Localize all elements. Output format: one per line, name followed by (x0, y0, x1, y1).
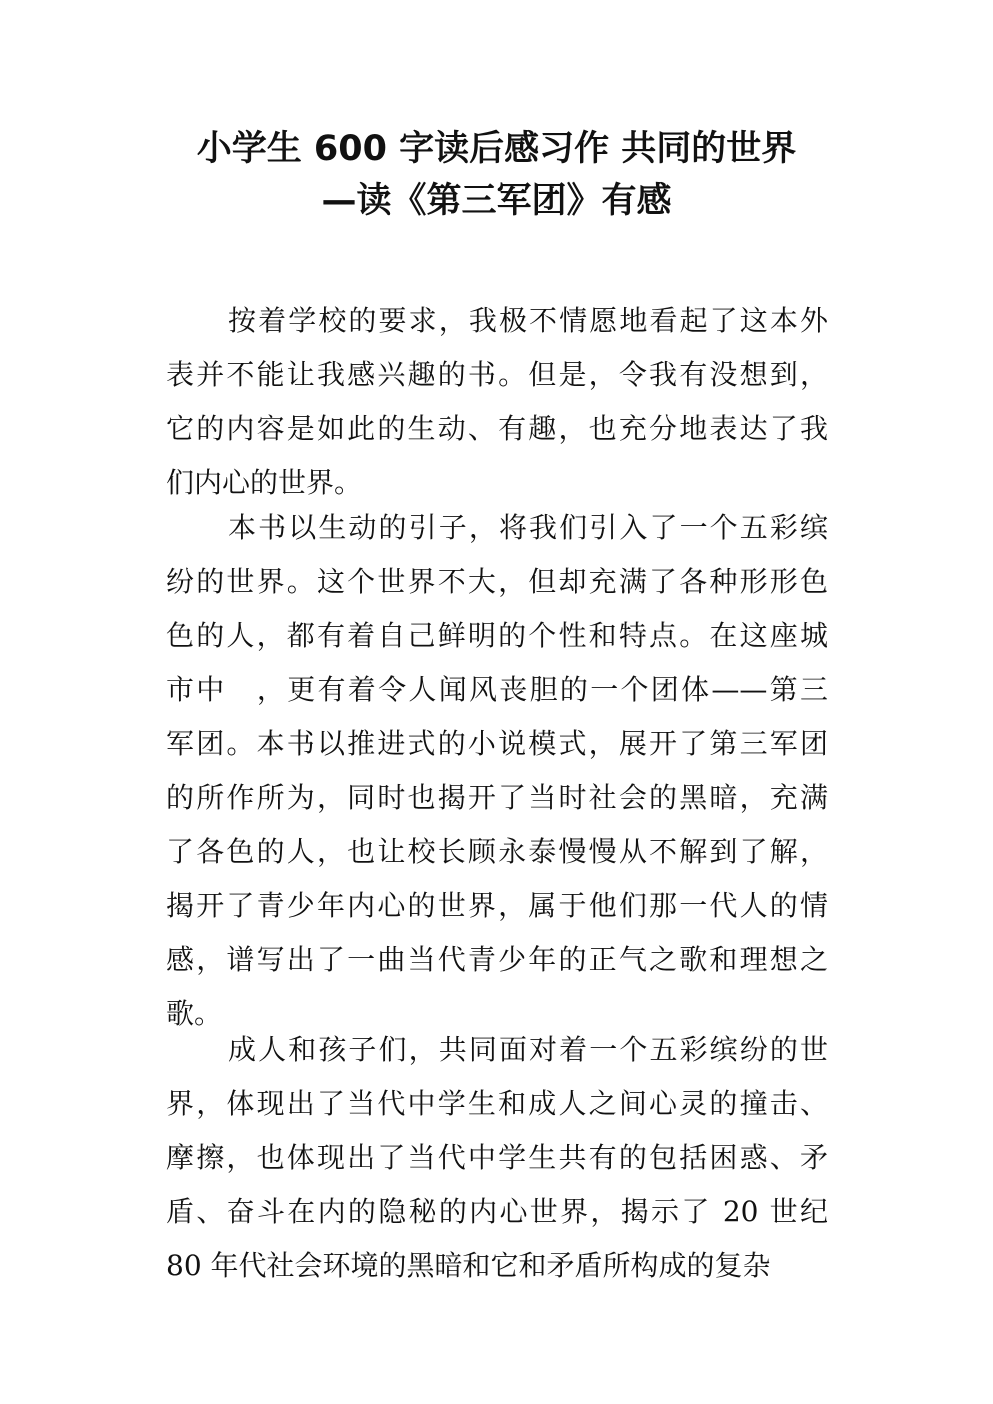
paragraph-line: 市中 ，更有着令人闻风丧胆的一个团体——第三 (166, 673, 828, 706)
paragraph-line: 色的人，都有着自己鲜明的个性和特点。在这座城 (166, 619, 828, 652)
paragraph-line: 纷的世界。这个世界不大，但却充满了各种形形色 (166, 565, 828, 598)
paragraph-line: 摩擦，也体现出了当代中学生共有的包括困惑、矛 (166, 1141, 828, 1174)
paragraph-line: 军团。本书以推进式的小说模式，展开了第三军团 (166, 727, 828, 760)
paragraph-line: 界，体现出了当代中学生和成人之间心灵的撞击、 (166, 1087, 828, 1120)
paragraph-line: 它的内容是如此的生动、有趣，也充分地表达了我 (166, 412, 828, 445)
paragraph-1 (166, 294, 828, 510)
paragraph-2 (166, 501, 828, 1041)
paragraph-line: 成人和孩子们，共同面对着一个五彩缤纷的世 (228, 1033, 828, 1066)
paragraph-line: 揭开了青少年内心的世界，属于他们那一代人的情 (166, 889, 828, 922)
paragraph-line: 80 年代社会环境的黑暗和它和矛盾所构成的复杂 (166, 1249, 771, 1282)
document-title-line-2: —读《第三军团》有感 (321, 181, 672, 221)
paragraph-line: 本书以生动的引子，将我们引入了一个五彩缤 (228, 511, 828, 544)
paragraph-line: 的所作所为，同时也揭开了当时社会的黑暗，充满 (166, 781, 828, 814)
paragraph-line: 了各色的人，也让校长顾永泰慢慢从不解到了解， (166, 835, 828, 868)
paragraph-line: 感，谱写出了一曲当代青少年的正气之歌和理想之 (166, 943, 828, 976)
document-title-line-1: 小学生 600 字读后感习作 共同的世界 (196, 129, 797, 169)
paragraph-line: 歌。 (166, 997, 223, 1030)
paragraph-line: 们内心的世界。 (166, 466, 363, 499)
paragraph-3 (166, 1023, 828, 1293)
paragraph-line: 表并不能让我感兴趣的书。但是，令我有没想到， (166, 358, 828, 391)
paragraph-line: 盾、奋斗在内的隐秘的内心世界，揭示了 20 世纪 (166, 1195, 828, 1228)
paragraph-line: 按着学校的要求，我极不情愿地看起了这本外 (228, 304, 828, 337)
